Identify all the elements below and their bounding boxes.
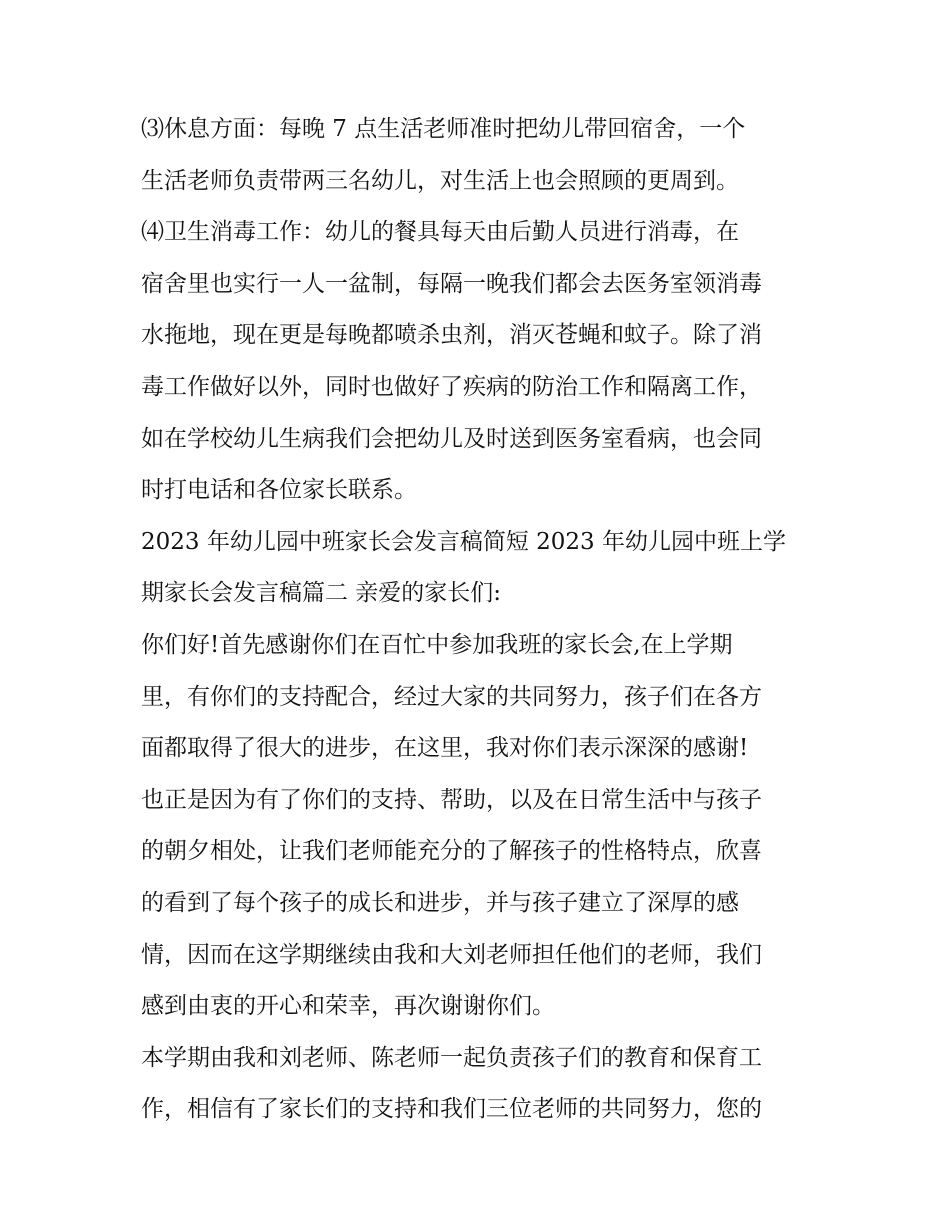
text-line: ⑷卫生消毒工作：幼儿的餐具每天由后勤人员进行消毒，在 — [141, 219, 739, 246]
text-line: 时打电话和各位家长联系。 — [141, 477, 417, 504]
text-line: 的朝夕相处，让我们老师能充分的了解孩子的性格特点，欣喜 — [141, 838, 762, 865]
text-line: 如在学校幼儿生病我们会把幼儿及时送到医务室看病，也会同 — [141, 425, 762, 452]
text-line: 你们好!首先感谢你们在百忙中参加我班的家长会,在上学期 — [141, 631, 733, 658]
text-line: 面都取得了很大的进步，在这里，我对你们表示深深的感谢! — [141, 735, 749, 762]
text-line: 里，有你们的支持配合，经过大家的共同努力，孩子们在各方 — [141, 683, 762, 710]
text-line: 生活老师负责带两三名幼儿，对生活上也会照顾的更周到。 — [141, 167, 739, 194]
text-line: 宿舍里也实行一人一盆制，每隔一晚我们都会去医务室领消毒 — [141, 270, 762, 297]
text-line: ⑶休息方面：每晚 7 点生活老师准时把幼儿带回宿舍，一个 — [141, 116, 746, 142]
text-line: 作，相信有了家长们的支持和我们三位老师的共同努力，您的 — [141, 1096, 762, 1123]
text-line: 的看到了每个孩子的成长和进步，并与孩子建立了深厚的感 — [141, 889, 739, 916]
text-line: 本学期由我和刘老师、陈老师一起负责孩子们的教育和保育工 — [141, 1044, 762, 1071]
text-line: 也正是因为有了你们的支持、帮助，以及在日常生活中与孩子 — [141, 786, 762, 813]
text-line: 情，因而在这学期继续由我和大刘老师担任他们的老师，我们 — [141, 941, 762, 968]
text-line: 感到由衷的开心和荣幸，再次谢谢你们。 — [141, 993, 555, 1020]
text-line: 毒工作做好以外，同时也做好了疾病的防治工作和隔离工作， — [141, 373, 762, 400]
text-line: 水拖地，现在更是每晚都喷杀虫剂，消灭苍蝇和蚊子。除了消 — [141, 322, 762, 349]
document-body — [141, 104, 821, 1136]
text-line: 2023 年幼儿园中班家长会发言稿简短 2023 年幼儿园中班上学 — [141, 528, 786, 555]
text-line: 期家长会发言稿篇二 亲爱的家长们: — [141, 580, 502, 607]
